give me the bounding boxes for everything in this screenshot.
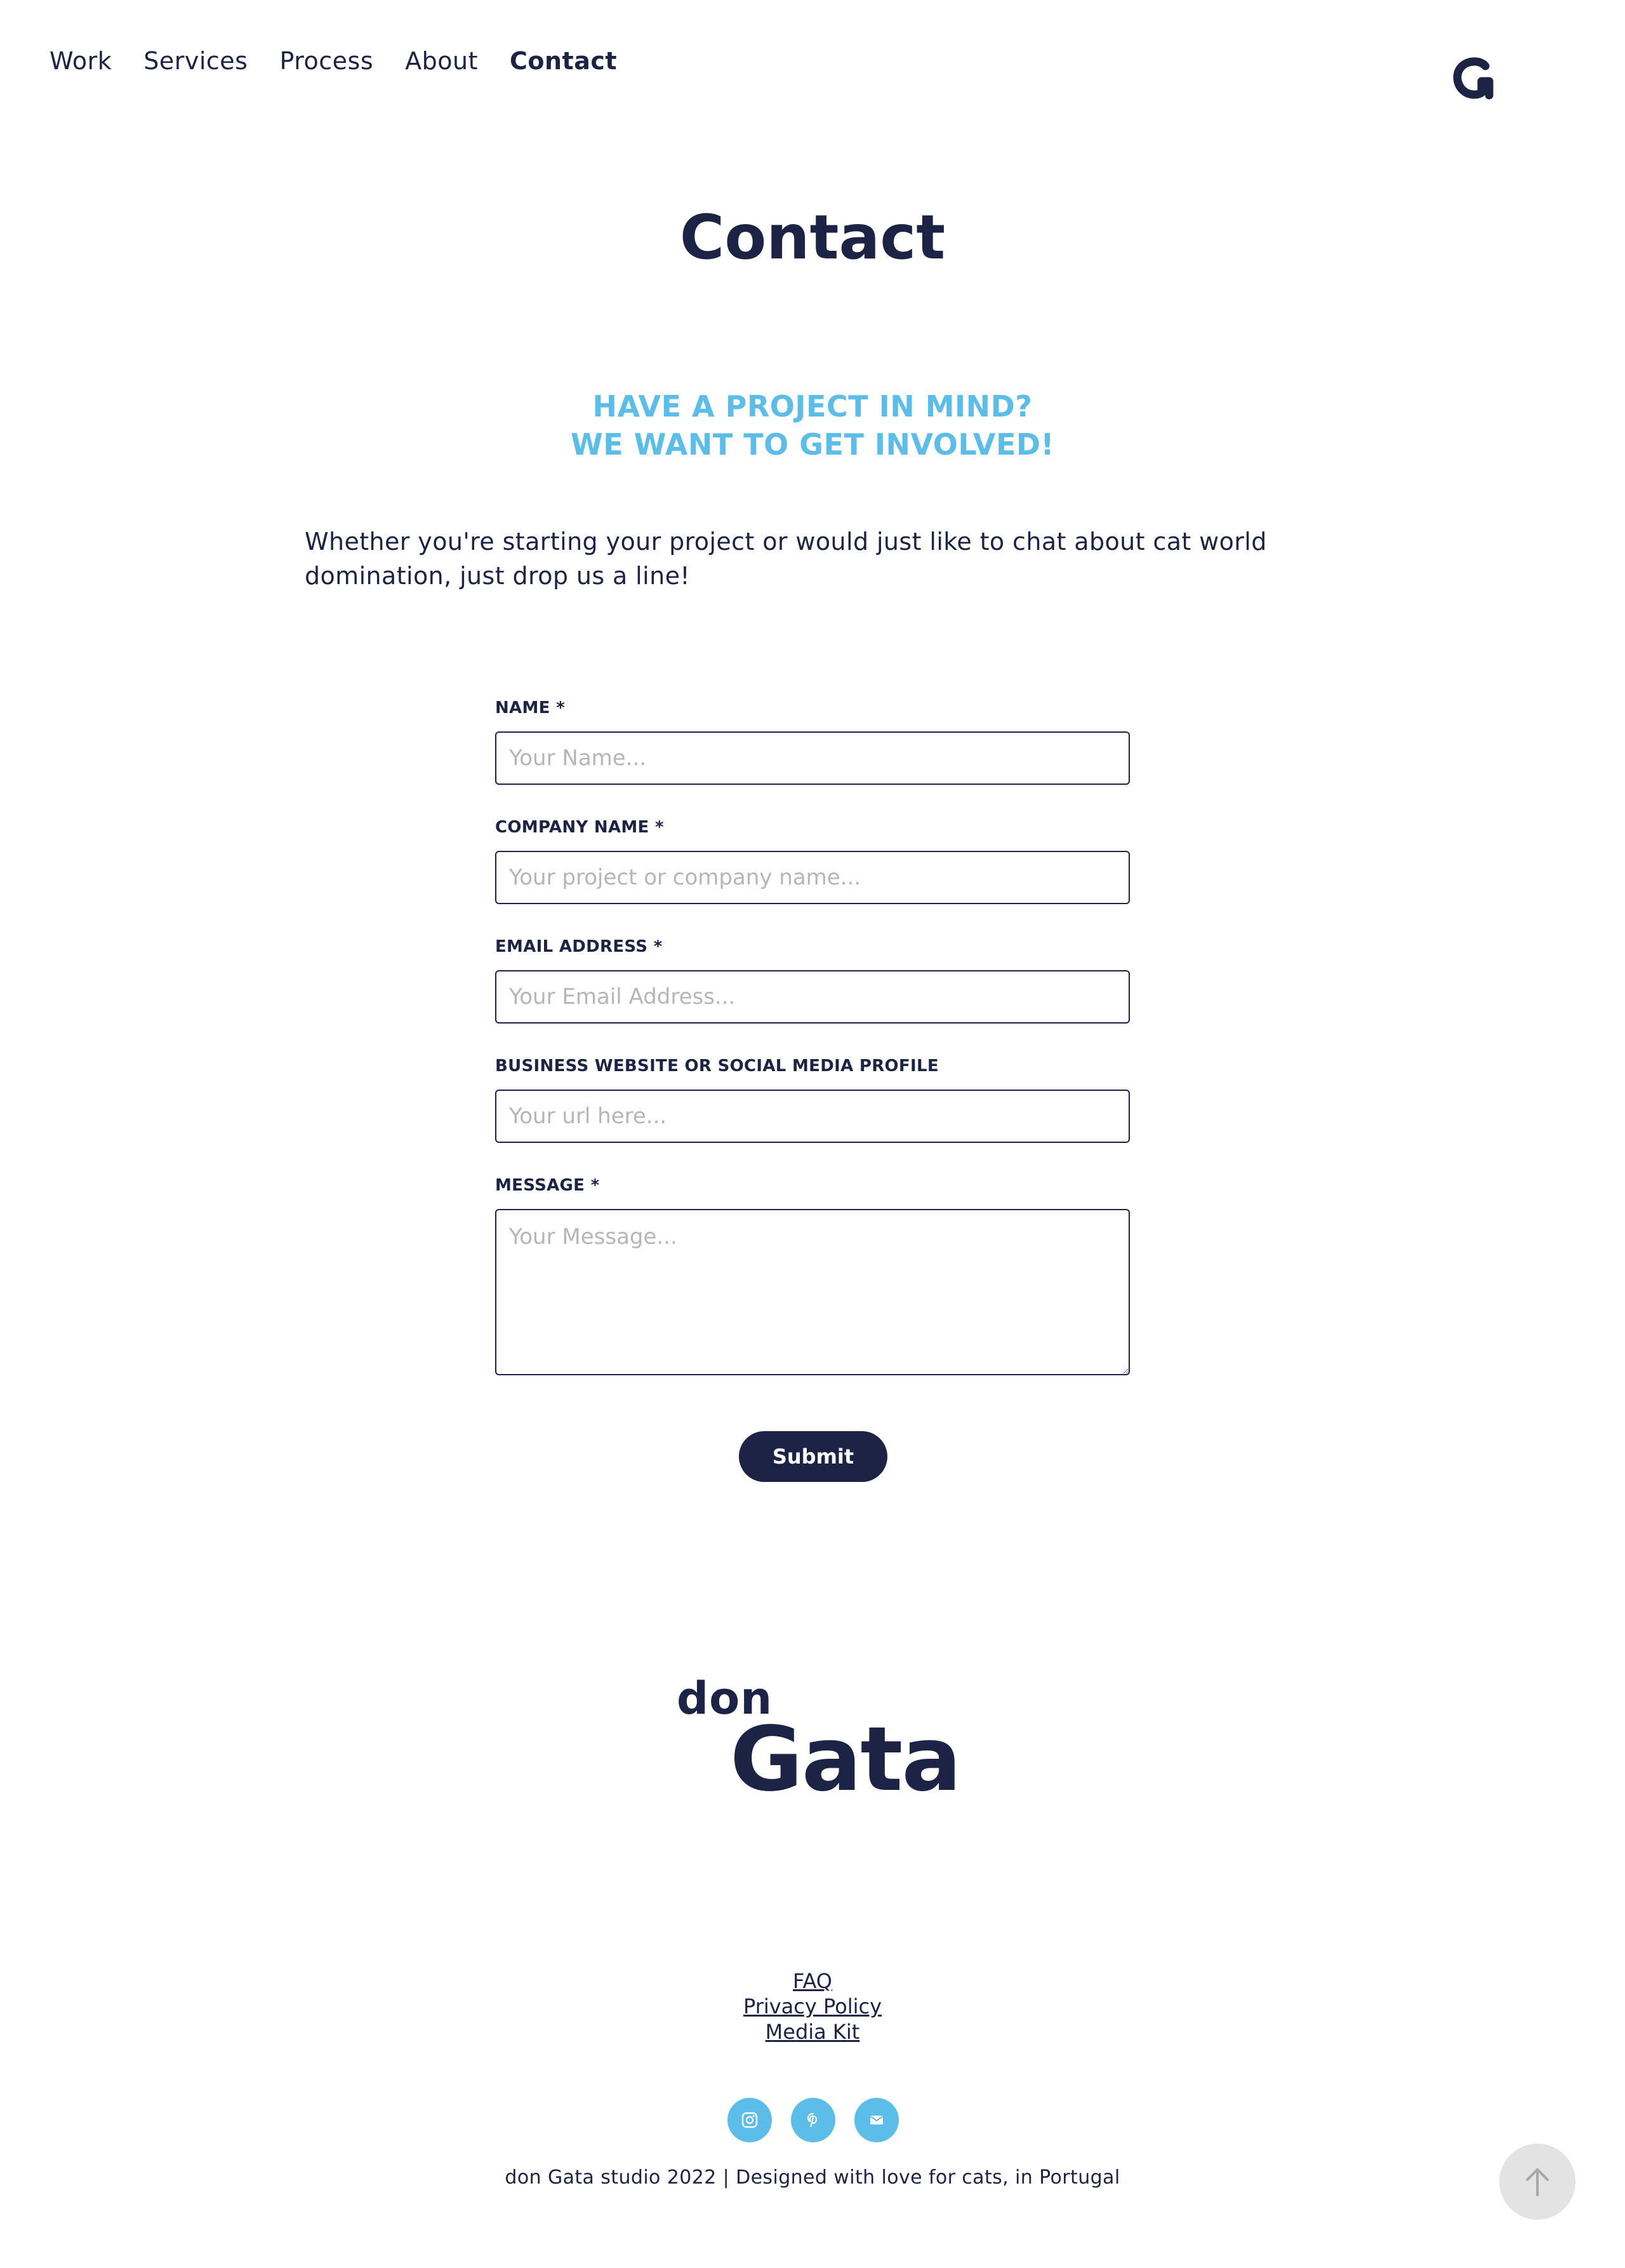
- email-label: EMAIL ADDRESS *: [495, 937, 663, 956]
- mail-link[interactable]: [854, 2098, 899, 2142]
- pinterest-icon: [805, 2112, 821, 2128]
- mail-icon: [868, 2112, 885, 2128]
- tagline: [0, 387, 1625, 464]
- name-input[interactable]: [495, 731, 1130, 785]
- arrow-up-icon: [1523, 2166, 1551, 2198]
- nav-item-process[interactable]: Process: [279, 47, 374, 75]
- tagline-line-1: HAVE A PROJECT IN MIND?: [592, 389, 1033, 424]
- pinterest-link[interactable]: [791, 2098, 835, 2142]
- footer-link-media-kit[interactable]: Media Kit: [765, 2020, 860, 2044]
- back-to-top-button[interactable]: [1499, 2144, 1575, 2220]
- message-label: MESSAGE *: [495, 1176, 600, 1195]
- footer-links: [0, 1968, 1625, 2045]
- website-input[interactable]: [495, 1090, 1130, 1143]
- name-label: NAME *: [495, 698, 565, 717]
- nav-item-work[interactable]: Work: [50, 47, 112, 75]
- footer-link-privacy-policy[interactable]: Privacy Policy: [743, 1994, 882, 2018]
- footer-link-faq[interactable]: FAQ: [793, 1969, 832, 1993]
- copyright-text: don Gata studio 2022 | Designed with love for cats, in Portugal: [505, 2166, 1120, 2189]
- brand-wordmark-small: don: [677, 1672, 773, 1724]
- company-name-label: COMPANY NAME *: [495, 818, 664, 837]
- gata-g-logo-icon: [1452, 56, 1497, 100]
- page-title: Contact: [679, 202, 946, 273]
- company-name-input[interactable]: [495, 851, 1130, 904]
- tagline-line-2: WE WANT TO GET INVOLVED!: [570, 427, 1055, 462]
- message-textarea[interactable]: [495, 1209, 1130, 1375]
- website-label: BUSINESS WEBSITE OR SOCIAL MEDIA PROFILE: [495, 1057, 939, 1076]
- intro-text: Whether you're starting your project or would just like to chat about cat world domination, just drop us a line!: [305, 528, 1267, 590]
- home-logo-link[interactable]: [1452, 56, 1497, 100]
- nav-item-about[interactable]: About: [405, 47, 478, 75]
- main-nav: [50, 47, 617, 75]
- instagram-icon: [741, 2112, 758, 2128]
- brand-wordmark-large: Gata: [730, 1708, 960, 1811]
- instagram-link[interactable]: [727, 2098, 772, 2142]
- nav-item-contact[interactable]: Contact: [510, 47, 618, 75]
- footer-brand-logo: [673, 1672, 960, 1811]
- social-links: [727, 2098, 899, 2142]
- nav-item-services[interactable]: Services: [143, 47, 248, 75]
- email-input[interactable]: [495, 970, 1130, 1024]
- submit-button[interactable]: Submit: [739, 1431, 887, 1482]
- contact-form: [495, 698, 1130, 1375]
